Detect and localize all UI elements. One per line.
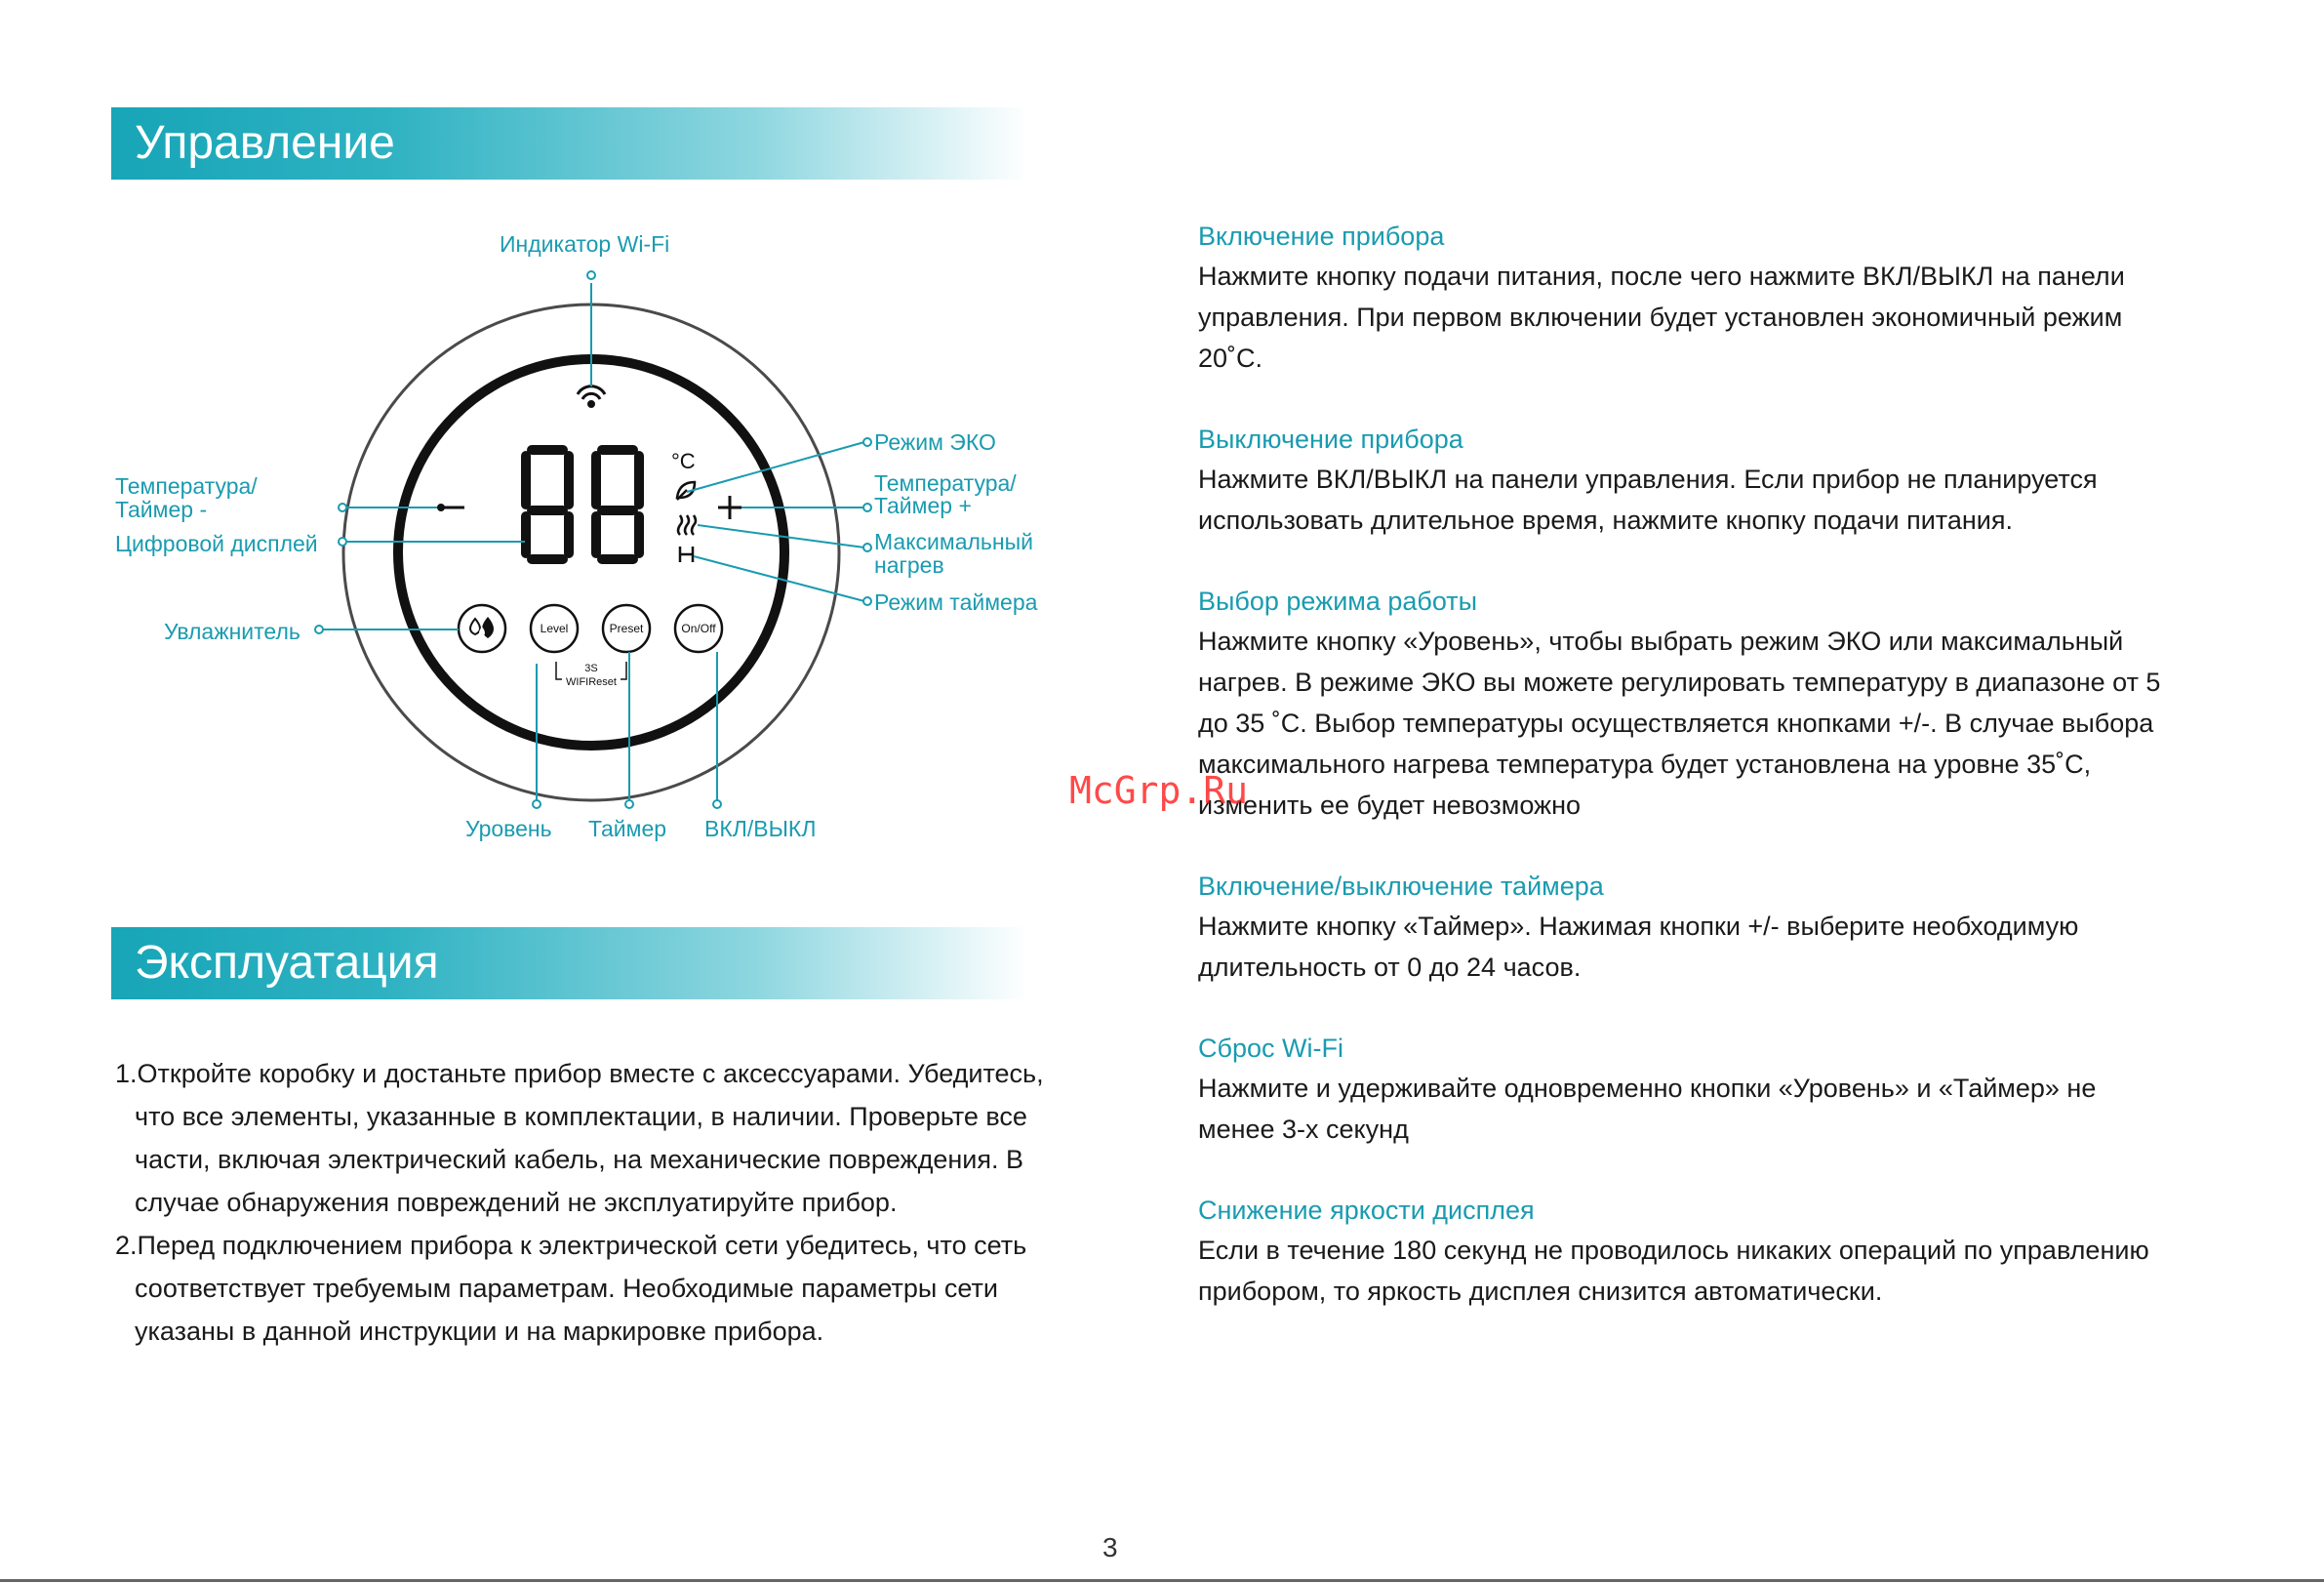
instruction-block-timer (1198, 867, 2174, 988)
wifi-reset-time: 3S (584, 663, 598, 674)
humidifier-button[interactable] (459, 605, 505, 652)
instruction-text: Нажмите кнопку подачи питания, после чего нажмите ВКЛ/ВЫКЛ на панели управления. При первом включении будет установлен экономичный режим 20˚С. (1198, 262, 2125, 373)
label-max-heat-line2: нагрев (874, 552, 944, 578)
instruction-text: Нажмите ВКЛ/ВЫКЛ на панели управления. Если прибор не планируется использовать длительное время, нажмите кнопку подачи питания. (1198, 465, 2098, 535)
label-humidifier: Увлажнитель (164, 619, 301, 644)
digital-display (526, 450, 639, 559)
instruction-block-power-on (1198, 217, 2174, 379)
instruction-title: Выбор режима работы (1198, 587, 1478, 616)
section-header-operation (111, 927, 1028, 999)
page-number: 3 (1102, 1532, 1118, 1563)
instruction-title: Включение/выключение таймера (1198, 872, 1604, 901)
operation-item-2: 2.Перед подключением прибора к электрической сети убедитесь, что сеть соответствует требуемым параметрам. Необходимые параметры сети указаны в данной инструкции и на маркировке прибора. (115, 1231, 1027, 1346)
instruction-title: Выключение прибора (1198, 425, 1463, 454)
level-button[interactable] (531, 605, 578, 652)
level-button-label: Level (540, 622, 569, 635)
label-temp-timer-plus-line2: Таймер + (874, 493, 972, 518)
label-eco-mode: Режим ЭКО (874, 429, 996, 455)
watermark: McGrp.Ru (1069, 769, 1249, 812)
minus-anchor-dot (437, 504, 445, 511)
wifi-reset-label: WIFIReset (566, 676, 617, 688)
celsius-icon: °C (671, 449, 696, 473)
label-wifi-indicator: Индикатор Wi-Fi (500, 231, 670, 257)
instruction-text: Нажмите кнопку «Таймер». Нажимая кнопки +/- выберите необходимую длительность от 0 до 24 часов. (1198, 912, 2079, 982)
onoff-button[interactable] (675, 605, 722, 652)
operation-list (115, 1052, 1052, 1353)
onoff-button-label: On/Off (681, 622, 716, 635)
instruction-block-display-dimming (1198, 1191, 2174, 1312)
instruction-title: Сброс Wi-Fi (1198, 1034, 1343, 1063)
label-digital-display: Цифровой дисплей (115, 531, 318, 556)
instruction-block-wifi-reset (1198, 1029, 2174, 1150)
instruction-title: Включение прибора (1198, 222, 1445, 251)
plus-icon (718, 496, 741, 519)
operation-item-1: 1.Откройте коробку и достаньте прибор вместе с аксессуарами. Убедитесь, что все элементы, указанные в комплектации, в наличии. Проверьте все части, включая электрический кабель, на механические повреждения. В случае обнаружения повреждений не эксплуатируйте прибор. (115, 1059, 1044, 1217)
instruction-title: Снижение яркости дисплея (1198, 1196, 1535, 1225)
section-title-operation: Эксплуатация (135, 937, 439, 989)
control-panel-diagram (0, 0, 1073, 878)
instruction-block-power-off (1198, 420, 2174, 541)
label-on-off: ВКЛ/ВЫКЛ (704, 816, 817, 841)
max-heat-icon (678, 515, 696, 535)
label-temp-timer-minus-line1: Температура/ (115, 473, 258, 499)
label-temp-timer-plus-line1: Температура/ (874, 470, 1017, 496)
preset-button[interactable] (603, 605, 650, 652)
label-timer: Таймер (588, 816, 667, 841)
label-level: Уровень (465, 816, 552, 841)
bottom-divider (0, 1579, 2324, 1582)
instruction-text: Нажмите и удерживайте одновременно кнопки «Уровень» и «Таймер» не менее 3-х секунд (1198, 1074, 2097, 1144)
label-temp-timer-minus-line2: Таймер - (115, 497, 208, 522)
label-timer-mode: Режим таймера (874, 589, 1038, 615)
preset-button-label: Preset (609, 622, 644, 635)
wifi-icon (578, 386, 605, 407)
instruction-block-mode-select (1198, 582, 2174, 826)
instruction-text: Нажмите кнопку «Уровень», чтобы выбрать режим ЭКО или максимальный нагрев. В режиме ЭКО вы можете регулировать температуру в диапазоне от 5 до 35 ˚С. Выбор температуры осуществляется кнопками +/-. В случае выбора максимального нагрева температура будет установлена на уровне 35˚С, изменить ее будет невозможно (1198, 627, 2161, 820)
section-title-control: Управление (135, 117, 395, 169)
instructions-column (1198, 217, 2174, 1353)
timer-mode-icon (680, 547, 693, 562)
label-max-heat-line1: Максимальный (874, 529, 1033, 554)
instruction-text: Если в течение 180 секунд не проводилось никаких операций по управлению прибором, то яркость дисплея снизится автоматически. (1198, 1236, 2149, 1306)
